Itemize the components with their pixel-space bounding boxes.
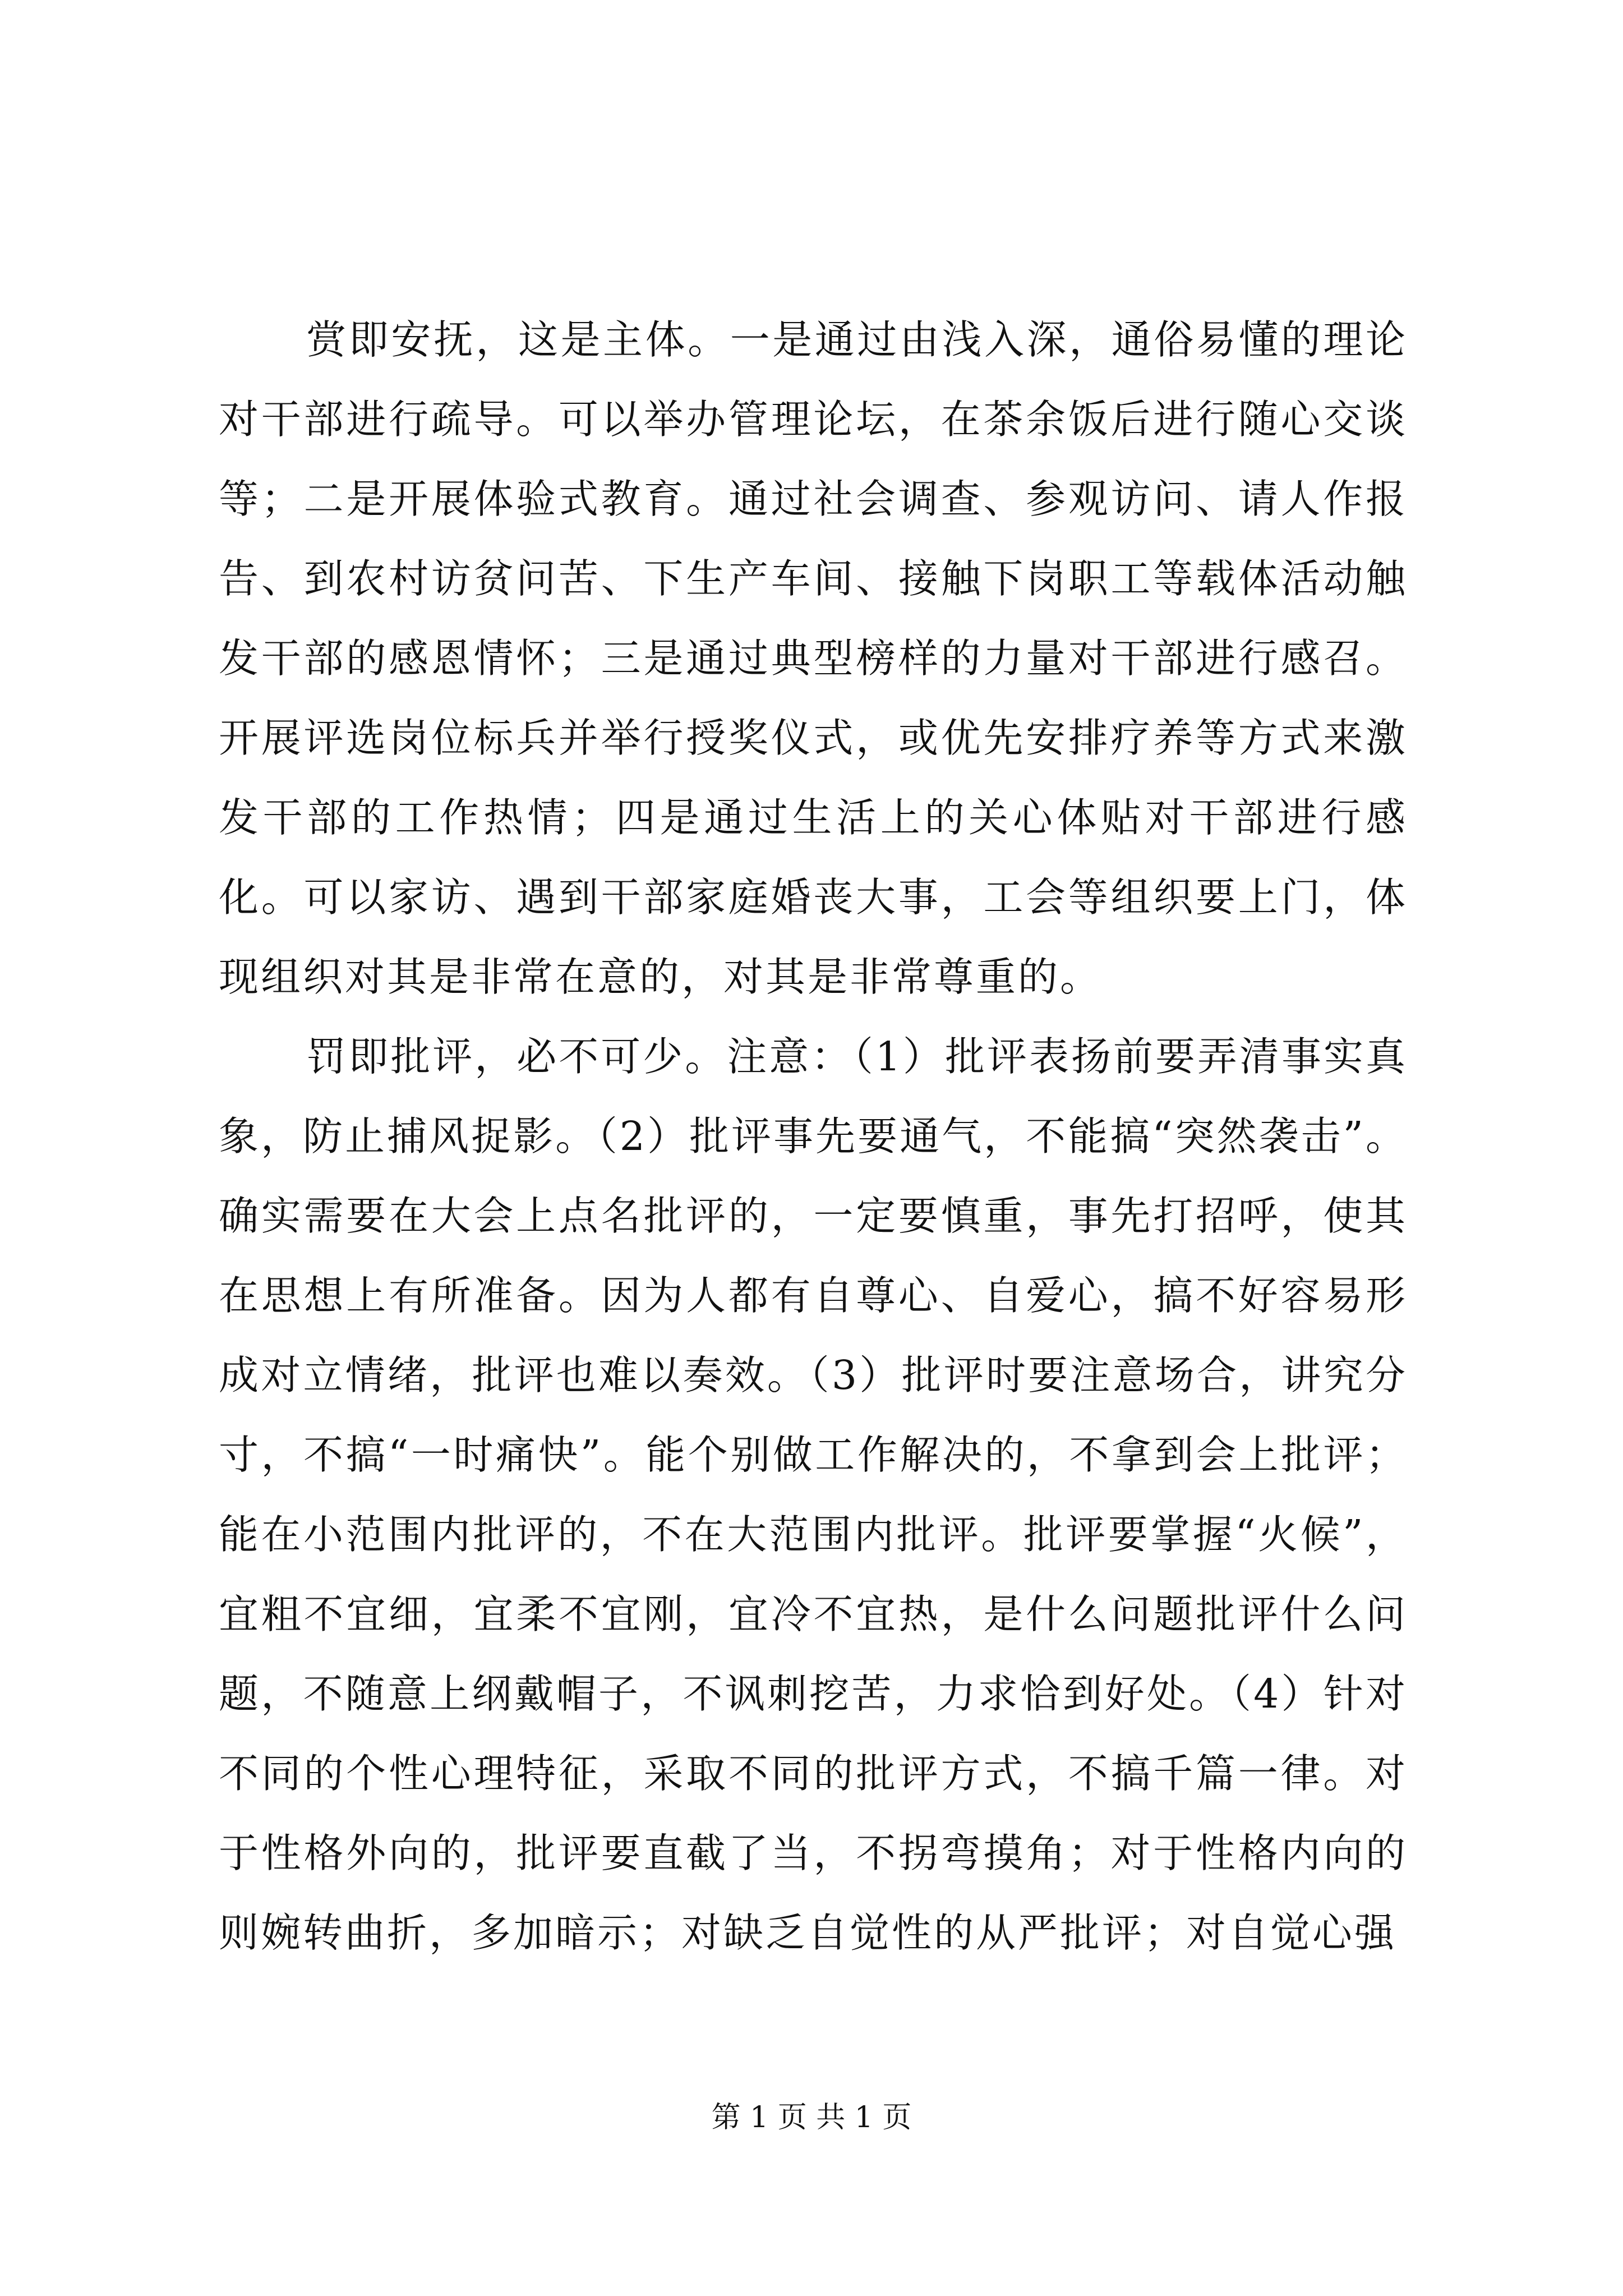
- page-footer: 第 1 页 共 1 页: [711, 2101, 912, 2134]
- document-body: [219, 300, 1408, 1973]
- paragraph-reward: 赏即安抚，这是主体。一是通过由浅入深，通俗易懂的理论对干部进行疏导。可以举办管理论坛，在茶余饭后进行随心交谈等；二是开展体验式教育。通过社会调查、参观访问、请人作报告、到农村访贫问苦、下生产车间、接触下岗职工等载体活动触发干部的感恩情怀；三是通过典型榜样的力量对干部进行感召。开展评选岗位标兵并举行授奖仪式，或优先安排疗养等方式来激发干部的工作热情；四是通过生活上的关心体贴对干部进行感化。可以家访、遇到干部家庭婚丧大事，工会等组织要上门，体现组织对其是非常在意的，对其是非常尊重的。: [219, 316, 1408, 1000]
- paragraph-punishment: 罚即批评，必不可少。注意：（1）批评表扬前要弄清事实真象，防止捕风捉影。（2）批评事先要通气，不能搞“突然袭击”。确实需要在大会上点名批评的，一定要慎重，事先打招呼，使其在思想上有所准备。因为人都有自尊心、自爱心，搞不好容易形成对立情绪，批评也难以奏效。（3）批评时要注意场合，讲究分寸，不搞“一时痛快”。能个别做工作解决的，不拿到会上批评；能在小范围内批评的，不在大范围内批评。批评要掌握“火候”，宜粗不宜细，宜柔不宜刚，宜冷不宜热，是什么问题批评什么问题，不随意上纲戴帽子，不讽刺挖苦，力求恰到好处。（4）针对不同的个性心理特征，采取不同的批评方式，不搞千篇一律。对于性格外向的，批评要直截了当，不拐弯摸角；对于性格内向的则婉转曲折，多加暗示；对缺乏自觉性的从严批评；对自觉心强: [219, 1033, 1408, 1956]
